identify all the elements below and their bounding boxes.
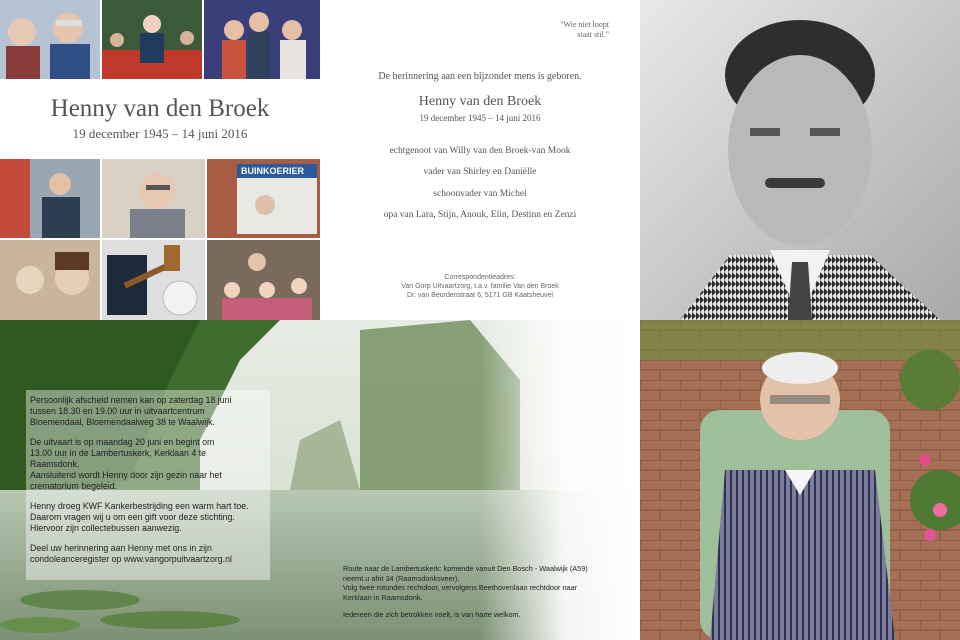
photo-outdoor-portrait [0, 159, 100, 238]
correspondence-line: Dr. van Beurdenstraat 6, 5171 GB Kaatsheuvel [407, 292, 553, 299]
route-line: Kerklaan in Raamsdonk. [343, 592, 423, 602]
condolence-link[interactable]: condoleanceregister op www.vangorpuitvaartzorg.nl [30, 554, 232, 564]
relation-line: opa van Lara, Stijn, Anouk, Elin, Destinn en Zenzi [383, 210, 577, 220]
deceased-name-large: Henny van den Broek [50, 95, 270, 122]
photo-newspaper-reading [207, 159, 320, 238]
info-line: Persoonlijk afscheid nemen kan op zaterdag 18 juni [30, 395, 232, 405]
announcement-text-panel [320, 0, 640, 320]
photo-smiling-portrait [102, 159, 205, 238]
info-line: Aansluitend wordt Henny door zijn gezin naar het [30, 470, 222, 480]
condolence-paragraph [30, 543, 270, 565]
donation-paragraph [30, 501, 270, 534]
farewell-paragraph [30, 395, 270, 428]
life-dates: 19 december 1945 – 14 juni 2016 [419, 113, 541, 123]
quote [560, 20, 609, 40]
info-line: tussen 18.30 en 19.00 uur in uitvaartcentrum [30, 406, 205, 416]
photo-vintage-baby [0, 240, 100, 320]
relation-line: echtgenoot van Willy van den Broek-van Mook [389, 146, 571, 156]
correspondence-title: Correspondentieadres: [444, 274, 516, 281]
photo-grandchildren [207, 240, 320, 320]
life-dates-large: 19 december 1945 – 14 juni 2016 [72, 126, 248, 141]
funeral-information [30, 395, 270, 574]
funeral-paragraph [30, 437, 270, 492]
info-line: Henny droeg KWF Kankerbestrijding een warm hart toe. [30, 501, 249, 511]
route-paragraph [343, 564, 633, 602]
route-line: Volg twee rotondes rechtdoor, vervolgens Beethovenlaan rechtdoor naar [343, 583, 578, 592]
portrait-black-white [640, 0, 960, 320]
relation-line: vader van Shirley en Daniëlle [423, 167, 537, 177]
photo-family-group [204, 0, 320, 79]
info-line: Raamsdonk. [30, 459, 80, 469]
welcome-line: Iedereen die zich betrokken voelt, is van harte welkom. [343, 610, 521, 619]
info-line: Hiervoor zijn collectebussen aanwezig. [30, 523, 182, 533]
intro-line: De herinnering aan een bijzonder mens is geboren. [378, 71, 582, 82]
info-line: Daarom vragen wij u om een gift voor deze stichting. [30, 512, 235, 522]
info-line: crematorium begeleid. [30, 481, 118, 491]
newspaper-label: BUINKOERIER [241, 166, 305, 176]
info-line: 13.00 uur in de Lambertuskerk, Kerklaan 4 te [30, 448, 207, 458]
route-directions [343, 564, 633, 628]
portrait-seated-in-garden [640, 320, 960, 640]
route-line: Route naar de Lambertuskerk: komende vanuit Den Bosch - Waalwijk (A59) [343, 564, 588, 573]
deceased-name: Henny van den Broek [418, 94, 542, 109]
quote-line: "Wie niet loopt [560, 20, 609, 29]
info-line: Bloemendaal, Bloemendaalweg 38 te Waalwijk. [30, 417, 216, 427]
correspondence-line: Van Gorp Uitvaartzorg, t.a.v. familie Van den Broek [401, 283, 559, 290]
photo-gavel-and-ball [102, 240, 205, 320]
route-line: neemt u afrit 34 (Raamsdonksveer). [343, 573, 460, 583]
photo-crowd-event [102, 0, 202, 79]
photo-collage-panel [0, 0, 320, 320]
photo-couple [0, 0, 100, 79]
info-line: Deel uw herinnering aan Henny met ons in zijn [30, 543, 212, 553]
quote-line: staat stil." [577, 30, 609, 39]
relation-line: schoonvader van Michel [433, 189, 527, 199]
info-line: De uitvaart is op maandag 20 juni en begint om [30, 437, 215, 447]
